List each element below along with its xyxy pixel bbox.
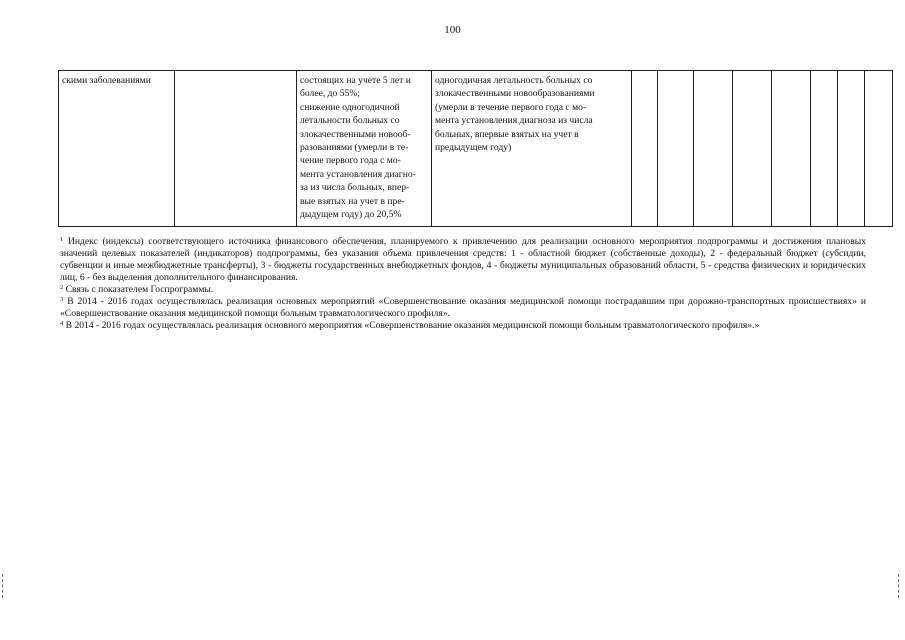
cell-empty: [865, 71, 893, 227]
cell-expected-result: состоящих на учете 5 лет и более, до 55%; снижение одногодичной летальности больных со злокачественными новооб- разованиями (умерли в те- чение первого года с мо- мента установления диагно- за из числа больных, впер- вые взятых на учет в пре- дыдущем году) до 20,5%: [297, 71, 432, 227]
cell-executor: [175, 71, 297, 227]
page-number: 100: [444, 24, 461, 36]
cell-empty: [733, 71, 772, 227]
cell-empty: [772, 71, 811, 227]
table-row: [59, 71, 893, 227]
scan-edge-mark: [898, 574, 905, 598]
footnotes: [60, 236, 866, 332]
cell-empty: [811, 71, 838, 227]
cell-empty: [838, 71, 865, 227]
program-table: [58, 70, 893, 227]
footnote: $^1$ Индекс (индексы) соответствующего источника финансового обеспечения, планируемого к привлечению для реализации основного мероприятия подпрограммы и достижения плановых значений целевых показателей (индикаторов) подпрограммы, без указания объема привлечения средств: 1 - областной бюджет (собственные доходы), 2 - федеральный бюджет (субсидии, субвенции и иные межбюджетные трансферты), 3 - бюджеты государственных внебюджетных фондов, 4 - бюджеты муниципальных образований области, 5 - средства физических и юридических лиц, 6 - без выделения дополнительного финансирования.: [60, 236, 866, 283]
scan-edge-mark: [2, 574, 9, 598]
footnote: $^3$ В 2014 - 2016 годах осуществлялась реализация основных мероприятий «Совершенствование оказания медицинской помощи пострадавшим при дорожно-транспортных происшествиях» и «Совершенствование оказания медицинской помощи больным травматологического профиля».: [60, 296, 866, 319]
cell-indicator: одногодичная летальность больных со злокачественными новообразованиями (умерли в течение первого года с мо- мента установления диагноза из числа больных, впервые взятых на учет в предыдущем году): [432, 71, 632, 227]
footnote: $^4$ В 2014 - 2016 годах осуществлялась реализация основного мероприятия «Совершенствование оказания медицинской помощи больным травматологического профиля».»: [60, 320, 760, 331]
cell-empty: [632, 71, 658, 227]
cell-event-name: скими заболеваниями: [59, 71, 175, 227]
cell-empty: [694, 71, 733, 227]
footnote: $^2$ Связь с показателем Госпрограммы.: [60, 284, 214, 295]
cell-empty: [658, 71, 694, 227]
